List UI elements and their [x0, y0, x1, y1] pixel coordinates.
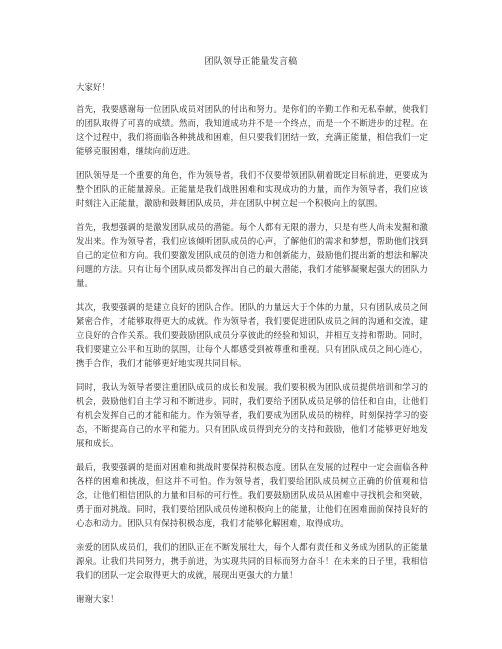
paragraph-3: 首先，我想强调的是激发团队成员的潜能。每个人都有无限的潜力，只是有些人尚未发掘和激发出来。作为领导者，我们应该倾听团队成员的心声，了解他们的需求和梦想，帮助他们找到自己的定位和方向。我们要激发团队成员的创造力和创新能力，鼓励他们提出新的想法和解决问题的方法。只有让每个团队成员都发挥出自己的最大潜能，我们才能够凝聚起强大的团队力量。	[76, 222, 428, 288]
document-title: 团队领导正能量发言稿	[204, 57, 298, 67]
paragraph-6: 最后，我要强调的是面对困难和挑战时要保持积极态度。团队在发展的过程中一定会面临各种各样的困难和挑战，但这并不可怕。作为领导者，我们要给团队成员树立正确的价值观和信念，让他们相信团队的力量和目标的可行性。我们要鼓励团队成员从困难中寻找机会和突破，勇于面对挑战。同时，我们要给团队成员传递积极向上的能量，让他们在困难面前保持良好的心态和动力。团队只有保持积极态度，我们才能够化解困难，取得成功。	[76, 462, 428, 528]
greeting-text: 大家好！	[76, 82, 111, 92]
closing-text: 谢谢大家！	[76, 594, 119, 604]
paragraph-4: 其次，我要强调的是建立良好的团队合作。团队的力量远大于个体的力量，只有团队成员之间紧密合作，才能够取得更大的成就。作为领导者，我们要促进团队成员之间的沟通和交流，建立良好的合作关系。我们要鼓励团队成员分享彼此的经验和知识，并相互支持和帮助。同时，我们要建立公平和互助的氛围，让每个人都感受到被尊重和重视。只有团队成员之间心连心，携手合作，我们才能够更好地实现共同目标。	[76, 302, 428, 368]
paragraph-7: 亲爱的团队成员们，我们的团队正在不断发展壮大，每个人都有责任和义务成为团队的正能量源泉。让我们共同努力，携手前进，为实现共同的目标而努力奋斗！在未来的日子里，我相信我们的团队一定会取得更大的成就，展现出更强大的力量！	[76, 542, 428, 580]
paragraph-1: 首先，我要感谢每一位团队成员对团队的付出和努力。是你们的辛勤工作和无私奉献，使我们的团队取得了可喜的成绩。然而，我知道成功并不是一个终点，而是一个不断进步的过程。在这个过程中，我们将面临各种挑战和困难，但只要我们团结一致，充满正能量，相信我们一定能够克服困难，继续向前迈进。	[76, 104, 428, 156]
document-body	[76, 80, 428, 616]
paragraph-2: 团队领导是一个重要的角色，作为领导者，我们不仅要带领团队朝着既定目标前进，更要成为整个团队的正能量源泉。正能量是我们战胜困难和实现成功的力量，而作为领导者，我们应该时刻注入正能量，激励和鼓舞团队成员，并在团队中树立起一个积极向上的氛围。	[76, 170, 428, 208]
paragraph-5: 同时，我认为领导者要注重团队成员的成长和发展。我们要积极为团队成员提供培训和学习的机会，鼓励他们自主学习和不断进步。同时，我们要给予团队成员足够的信任和自由，让他们有机会发挥自己的才能和能力。作为领导者，我们要成为团队成员的榜样，时刻保持学习的姿态，不断提高自己的水平和能力。只有团队成员得到充分的支持和鼓励，他们才能够更好地发展和成长。	[76, 382, 428, 448]
